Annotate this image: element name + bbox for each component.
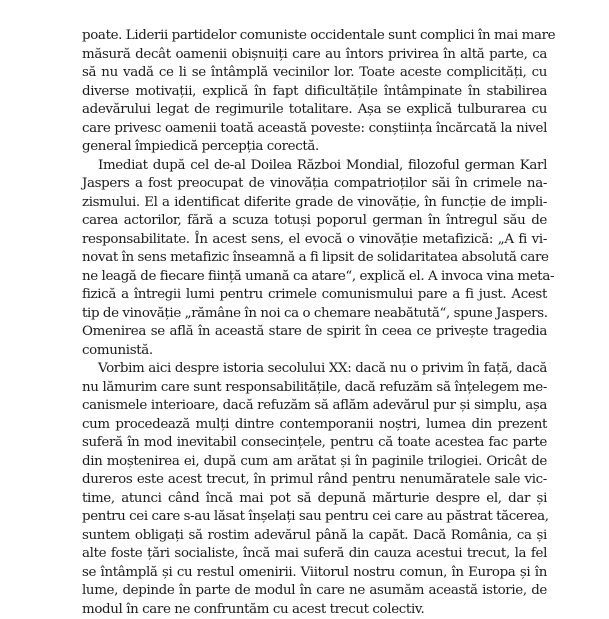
text-line: nu lămurim care sunt responsabilitățile, dacă refuzăm să înțelegem me- xyxy=(82,379,547,398)
document-page xyxy=(82,27,547,619)
text-line: pentru cei care s-au lăsat înșelați sau pentru cei care au păstrat tăcerea, xyxy=(82,508,547,527)
text-line: diverse motivații, explică în fapt dificultățile întâmpinate în stabilirea xyxy=(82,83,547,102)
text-line: Imediat după cel de-al Doilea Război Mondial, filozoful german Karl xyxy=(82,157,547,176)
text-line: să nu vadă ce li se întâmplă vecinilor lor. Toate aceste complicități, cu xyxy=(82,64,547,83)
text-line: adevărului legat de regimurile totalitare. Așa se explică tulburarea cu xyxy=(82,101,547,120)
text-line: time, atunci când încă mai pot să depună mărturie despre el, dar și xyxy=(82,490,547,509)
text-line: novat în sens metafizic înseamnă a fi lipsit de solidaritatea absolută care xyxy=(82,249,547,268)
text-line: fizică a întregii lumi pentru crimele comunismului pare a fi just. Acest xyxy=(82,286,547,305)
text-line: care privesc oamenii toată această poveste: conștiința încărcată la nivel xyxy=(82,120,547,139)
text-line: lume, depinde în parte de modul în care ne asumăm această istorie, de xyxy=(82,582,547,601)
text-line: zismului. El a identificat diferite grade de vinovăție, în funcție de impli- xyxy=(82,194,547,213)
text-line: poate. Liderii partidelor comuniste occidentale sunt complici în mai mare xyxy=(82,27,547,46)
text-line: general împiedică percepția corectă. xyxy=(82,138,547,157)
text-line: responsabilitate. În acest sens, el evocă o vinovăție metafizică: „A fi vi- xyxy=(82,231,547,250)
text-line: suferă în mod inevitabil consecințele, pentru că toate acestea fac parte xyxy=(82,434,547,453)
text-line: canismele interioare, dacă refuzăm să aflăm adevărul pur și simplu, așa xyxy=(82,397,547,416)
text-line: Vorbim aici despre istoria secolului XX: dacă nu o privim în față, dacă xyxy=(82,360,547,379)
text-line: carea actorilor, fără a scuza totuși poporul german în întregul său de xyxy=(82,212,547,231)
text-line: Omenirea se află în această stare de spirit în ceea ce privește tragedia xyxy=(82,323,547,342)
text-line: comunistă. xyxy=(82,342,547,361)
text-line: se întâmplă și cu restul omenirii. Viitorul nostru comun, în Europa și în xyxy=(82,564,547,583)
text-line: măsură decât oamenii obișnuiți care au întors privirea în altă parte, ca xyxy=(82,46,547,65)
text-line: alte foste țări socialiste, încă mai suferă din cauza acestui trecut, la fel xyxy=(82,545,547,564)
paragraph-2 xyxy=(82,157,547,361)
text-line: cum procedează mulți dintre contemporanii noștri, lumea din prezent xyxy=(82,416,547,435)
text-line: dureros este acest trecut, în primul rând pentru nenumăratele sale vic- xyxy=(82,471,547,490)
paragraph-1 xyxy=(82,27,547,157)
paragraph-3 xyxy=(82,360,547,619)
text-line: modul în care ne confruntăm cu acest trecut colectiv. xyxy=(82,601,547,619)
text-line: din moștenirea ei, după cum am arătat și în paginile trilogiei. Oricât de xyxy=(82,453,547,472)
text-line: ne leagă de fiecare ființă umană ca atare“, explică el. A invoca vina meta- xyxy=(82,268,547,287)
text-line: tip de vinovăție „rămâne în noi ca o chemare neabătută“, spune Jaspers. xyxy=(82,305,547,324)
text-line: Jaspers a fost preocupat de vinovăția compatrioților săi în crimele na- xyxy=(82,175,547,194)
text-line: suntem obligați să rostim adevărul până la capăt. Dacă România, ca și xyxy=(82,527,547,546)
